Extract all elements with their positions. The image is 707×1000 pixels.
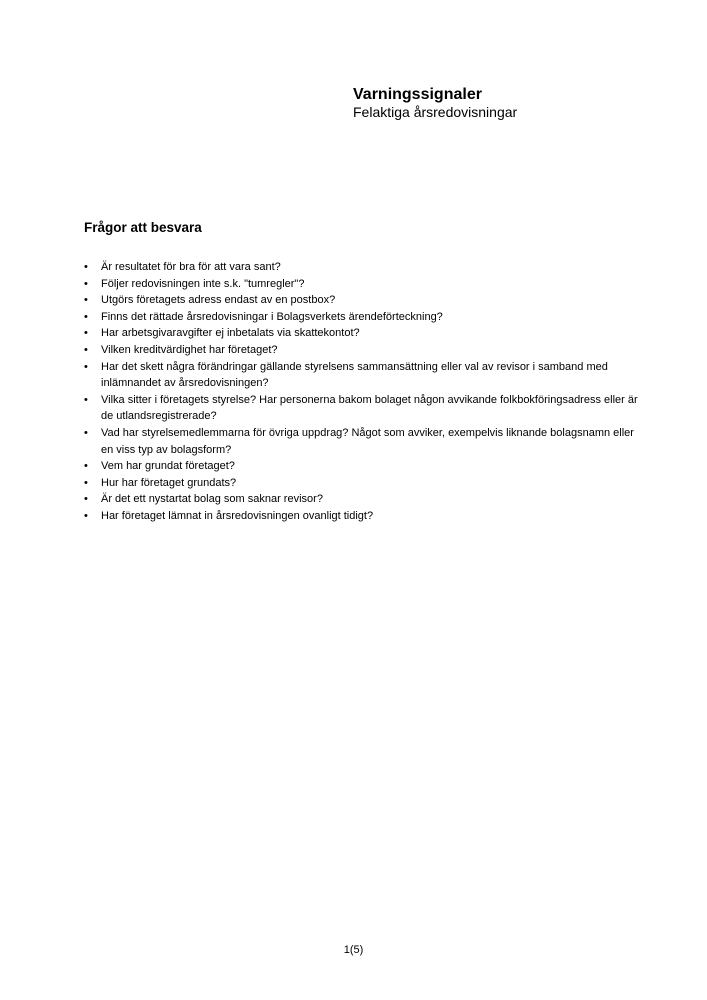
list-item (84, 342, 644, 359)
bullet-icon: • (84, 426, 88, 439)
list-item (84, 325, 644, 342)
question-text: Vilka sitter i företagets styrelse? Har personerna bakom bolaget någon avvikande folkbokföringsadress eller är de utlandsregistrerade? (101, 393, 638, 423)
bullet-icon: • (84, 327, 88, 340)
list-item (84, 491, 644, 508)
list-item (84, 458, 644, 475)
bullet-icon: • (84, 261, 88, 273)
bullet-icon: • (84, 476, 88, 489)
list-item (84, 259, 644, 276)
question-text: Har företaget lämnat in årsredovisningen ovanligt tidigt? (101, 509, 374, 522)
question-text: Följer redovisningen inte s.k. "tumregler"? (101, 277, 305, 290)
document-title: Varningssignaler (353, 86, 482, 103)
bullet-icon: • (84, 509, 88, 522)
question-text: Hur har företaget grundats? (101, 476, 237, 489)
bullet-icon: • (84, 277, 88, 290)
question-text: Vilken kreditvärdighet har företaget? (101, 343, 278, 356)
question-list (84, 259, 644, 525)
section-heading: Frågor att besvara (84, 220, 202, 235)
question-text: Är det ett nystartat bolag som saknar revisor? (101, 493, 323, 506)
list-item (84, 276, 644, 293)
bullet-icon: • (84, 310, 88, 323)
bullet-icon: • (84, 460, 88, 473)
question-text: Utgörs företagets adress endast av en postbox? (101, 294, 336, 307)
bullet-icon: • (84, 360, 88, 373)
question-text: Är resultatet för bra för att vara sant? (101, 261, 281, 273)
question-text: Har det skett några förändringar gällande styrelsens sammansättning eller val av revisor i samband med inlämnandet av årsredovisningen? (101, 360, 608, 390)
question-text: Vad har styrelsemedlemmarna för övriga uppdrag? Något som avviker, exempelvis liknande bolagsnamn eller en viss typ av bolagsform? (101, 426, 634, 456)
list-item (84, 425, 644, 458)
list-item (84, 309, 644, 326)
question-text: Vem har grundat företaget? (101, 460, 235, 473)
list-item (84, 392, 644, 425)
bullet-icon: • (84, 493, 88, 506)
document-header (353, 85, 517, 121)
list-item (84, 508, 644, 525)
page-number: 1(5) (343, 944, 364, 956)
question-text: Finns det rättade årsredovisningar i Bolagsverkets ärendeförteckning? (101, 310, 443, 323)
document-subtitle: Felaktiga årsredovisningar (353, 104, 518, 120)
list-item (84, 475, 644, 492)
list-item (84, 292, 644, 309)
bullet-icon: • (84, 294, 88, 307)
list-item (84, 359, 644, 392)
bullet-icon: • (84, 393, 88, 406)
bullet-icon: • (84, 343, 88, 356)
question-text: Har arbetsgivaravgifter ej inbetalats via skattekontot? (101, 327, 360, 340)
